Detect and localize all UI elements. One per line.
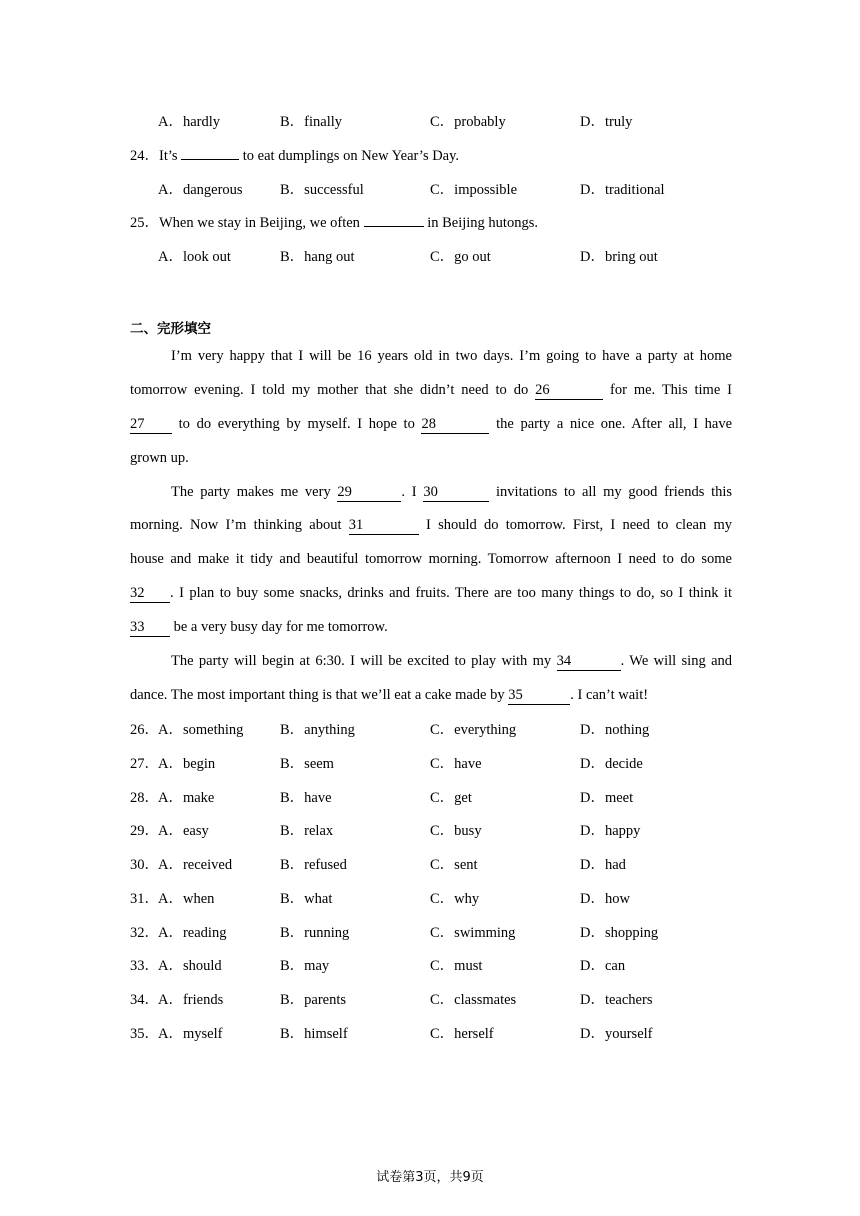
q25-stem-after: in Beijing hutongs. [427, 215, 538, 231]
passage-p2-line5 [130, 619, 732, 637]
passage-p1-line4: grown up. [130, 450, 189, 466]
option-d: D．happy [580, 823, 641, 839]
option-d: D．can [580, 958, 626, 974]
option-a: A．make [158, 790, 215, 806]
option-b: B．running [280, 925, 350, 941]
option-a: A．reading [158, 925, 227, 941]
q25-options [0, 247, 860, 267]
cloze-question-row [0, 990, 860, 1010]
text-segment: . I [401, 484, 417, 500]
passage-p2-line2 [130, 517, 732, 535]
cloze-question-row [0, 754, 860, 774]
q24-stem [130, 146, 459, 166]
option-b: B．have [280, 790, 332, 806]
section-title: 二、完形填空 [130, 321, 211, 337]
option-a: A．myself [158, 1026, 223, 1042]
cloze-question-row [0, 720, 860, 740]
q25-option-b: B．hang out [280, 249, 355, 265]
option-a: A．received [158, 857, 233, 873]
option-a: A．begin [158, 756, 216, 772]
option-d: D．decide [580, 756, 643, 772]
option-b: B．seem [280, 756, 334, 772]
text-segment: . I plan to buy some snacks, drinks and fruits. There are too many things to do, so I think it [170, 585, 732, 601]
option-a: A．friends [158, 992, 224, 1008]
passage-p1-line3 [130, 416, 732, 434]
q23-options [0, 112, 860, 132]
q25-option-c: C．go out [430, 249, 491, 265]
option-c: C．classmates [430, 992, 517, 1008]
option-b: B．what [280, 891, 333, 907]
option-d: D．shopping [580, 925, 659, 941]
option-c: C．busy [430, 823, 482, 839]
q24-blank [181, 159, 239, 160]
q24-option-b: B．successful [280, 182, 364, 198]
question-number: 32． [130, 925, 159, 941]
q25-blank [364, 226, 424, 227]
option-d: D．nothing [580, 722, 650, 738]
cloze-question-row [0, 1024, 860, 1044]
text-segment: morning. Now I’m thinking about [130, 517, 342, 533]
q25-stem-before: 25．When we stay in Beijing, we often [130, 215, 360, 231]
option-b: B．may [280, 958, 330, 974]
text-segment: be a very busy day for me tomorrow. [173, 619, 388, 635]
option-b: B．parents [280, 992, 347, 1008]
option-c: C．herself [430, 1026, 494, 1042]
option-c: C．everything [430, 722, 517, 738]
passage-p2-line3: house and make it tidy and beautiful tomorrow morning. Tomorrow afternoon I need to do some [130, 551, 732, 567]
option-c: C．must [430, 958, 483, 974]
q24-option-c: C．impossible [430, 182, 518, 198]
text-segment: . I can’t wait! [570, 687, 649, 703]
text-segment: I should do tomorrow. First, I need to clean my [426, 517, 732, 533]
option-b: B．anything [280, 722, 355, 738]
cloze-question-row [0, 788, 860, 808]
option-a: A．when [158, 891, 215, 907]
passage-p2-line4 [130, 585, 732, 603]
text-segment: for me. This time I [610, 382, 733, 398]
question-number: 34． [130, 992, 159, 1008]
q25-option-a: A．look out [158, 249, 231, 265]
text-segment: The party makes me very [171, 484, 331, 500]
passage-p3-line1 [171, 653, 732, 671]
text-segment: The party will begin at 6:30. I will be excited to play with my [171, 653, 552, 669]
question-number: 27． [130, 756, 159, 772]
question-number: 28． [130, 790, 159, 806]
passage-p2-line1 [171, 484, 732, 502]
blank-30: 30 [423, 484, 489, 502]
option-a: A．easy [158, 823, 209, 839]
q24-stem-before: 24．It’s [130, 148, 178, 164]
q24-option-d: D．traditional [580, 182, 665, 198]
question-number: 29． [130, 823, 159, 839]
blank-28: 28 [421, 416, 489, 434]
question-number: 30． [130, 857, 159, 873]
question-number: 26． [130, 722, 159, 738]
blank-34: 34 [557, 653, 621, 671]
option-b: B．relax [280, 823, 334, 839]
blank-26: 26 [535, 382, 603, 400]
q24-option-a: A．dangerous [158, 182, 243, 198]
option-d: D．how [580, 891, 630, 907]
q25-option-d: D．bring out [580, 249, 658, 265]
option-b: B．refused [280, 857, 347, 873]
text-segment: invitations to all my good friends this [496, 484, 733, 500]
q25-stem [130, 213, 538, 233]
option-c: C．why [430, 891, 480, 907]
text-segment: the party a nice one. After all, I have [496, 416, 733, 432]
passage-p1-line2 [130, 382, 732, 400]
q24-stem-after: to eat dumplings on New Year’s Day. [242, 148, 460, 164]
question-number: 33． [130, 958, 159, 974]
text-segment: tomorrow evening. I told my mother that she didn’t need to do [130, 382, 529, 398]
q23-option-d: D．truly [580, 114, 633, 130]
option-b: B．himself [280, 1026, 348, 1042]
option-c: C．have [430, 756, 482, 772]
text-segment: to do everything by myself. I hope to [178, 416, 415, 432]
q23-option-b: B．finally [280, 114, 343, 130]
cloze-question-row [0, 889, 860, 909]
blank-33: 33 [130, 619, 170, 637]
question-number: 35． [130, 1026, 159, 1042]
option-a: A．something [158, 722, 244, 738]
option-a: A．should [158, 958, 222, 974]
text-segment: . We will sing and [620, 653, 733, 669]
q24-options [0, 180, 860, 200]
passage-p1-line1: I’m very happy that I will be 16 years old in two days. I’m going to have a party at home [171, 348, 732, 364]
blank-32: 32 [130, 585, 170, 603]
blank-27: 27 [130, 416, 172, 434]
option-d: D．teachers [580, 992, 653, 1008]
passage-p3-line2 [130, 687, 732, 705]
text-segment: dance. The most important thing is that we’ll eat a cake made by [130, 687, 505, 703]
cloze-question-row [0, 956, 860, 976]
page-footer: 试卷第3页，共9页 [376, 1170, 484, 1185]
blank-35: 35 [508, 687, 570, 705]
blank-29: 29 [337, 484, 401, 502]
cloze-question-row [0, 821, 860, 841]
q23-option-a: A．hardly [158, 114, 221, 130]
q23-option-c: C．probably [430, 114, 506, 130]
cloze-question-row [0, 855, 860, 875]
cloze-question-row [0, 923, 860, 943]
option-c: C．get [430, 790, 472, 806]
option-c: C．sent [430, 857, 478, 873]
option-c: C．swimming [430, 925, 516, 941]
option-d: D．meet [580, 790, 634, 806]
option-d: D．yourself [580, 1026, 653, 1042]
blank-31: 31 [349, 517, 419, 535]
option-d: D．had [580, 857, 626, 873]
question-number: 31． [130, 891, 159, 907]
